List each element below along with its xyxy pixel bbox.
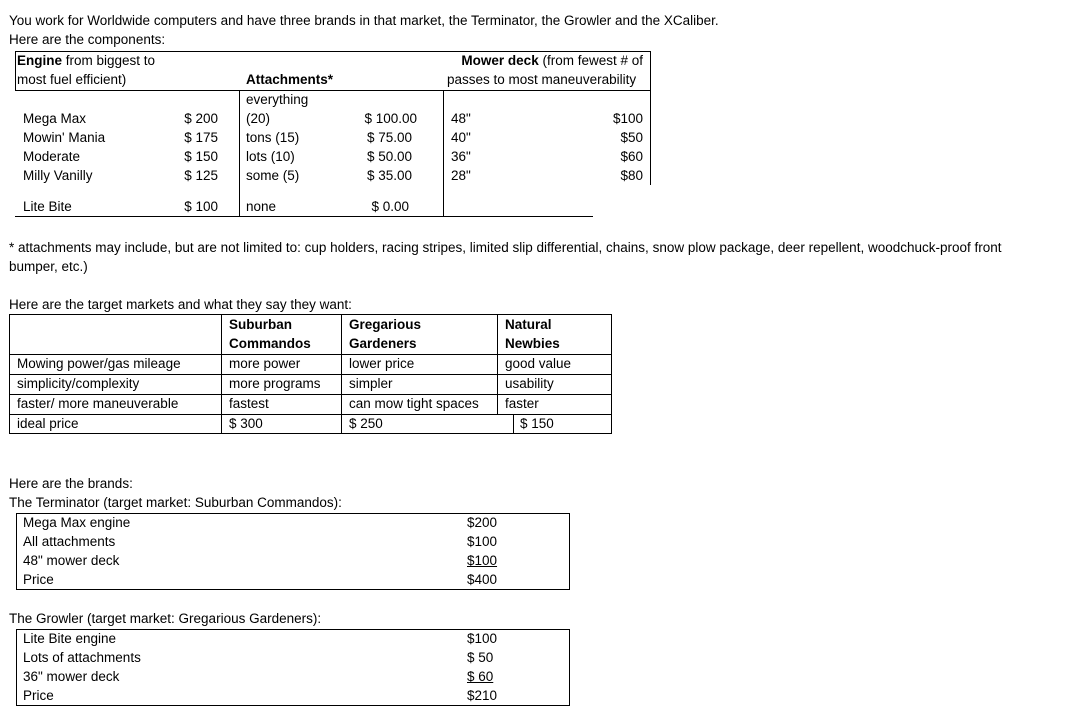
deck-size: 28" xyxy=(451,168,471,183)
market-cell-gregarious: lower price xyxy=(349,356,415,371)
market-cell-natural: usability xyxy=(505,376,554,391)
terminator-title: The Terminator (target market: Suburban Commandos): xyxy=(9,495,342,510)
attachment-price: $ 35.00 xyxy=(366,168,412,183)
attachment-name: tons (15) xyxy=(246,130,300,145)
engine-header-line-2: most fuel efficient) xyxy=(17,72,127,87)
footnote-line-1: * attachments may include, but are not limited to: cup holders, racing stripes, limited slip differential, chains, snow plow package, deer repellent, woodchuck-proof front xyxy=(9,240,1002,255)
components-left-border xyxy=(15,51,16,91)
engine-name: Lite Bite xyxy=(23,199,72,214)
market-cell-gregarious: can mow tight spaces xyxy=(349,396,479,411)
market-header-gregarious-2: Gardeners xyxy=(349,336,417,351)
components-divider-2 xyxy=(443,90,444,216)
deck-header-rest: (from fewest # of xyxy=(538,53,643,68)
market-row-label: Mowing power/gas mileage xyxy=(17,356,181,371)
attachment-price: $ 50.00 xyxy=(366,149,412,164)
engine-price: $ 200 xyxy=(184,111,218,126)
attachments-first-line: everything xyxy=(246,92,309,107)
brand-item-label: Price xyxy=(23,572,54,587)
markets-row-divider xyxy=(9,394,612,395)
components-divider-1 xyxy=(239,90,240,216)
market-cell-gregarious: $ 250 xyxy=(349,416,383,431)
attachment-name: some (5) xyxy=(246,168,300,183)
deck-size: 40" xyxy=(451,130,471,145)
brand-item-price: $ 60 xyxy=(467,669,494,684)
engine-price: $ 125 xyxy=(184,168,218,183)
brand-item-label: All attachments xyxy=(23,534,116,549)
components-header-divider xyxy=(15,90,651,91)
brand-item-label: Lite Bite engine xyxy=(23,631,117,646)
growler-title: The Growler (target market: Gregarious Gardeners): xyxy=(9,611,322,626)
market-cell-suburban: $ 300 xyxy=(229,416,263,431)
brand-item-price: $100 xyxy=(467,553,498,568)
deck-header-bold: Mower deck xyxy=(461,53,539,68)
brand-item-label: Mega Max engine xyxy=(23,515,131,530)
markets-divider-price xyxy=(513,414,514,434)
brand-item-price: $210 xyxy=(467,688,498,703)
brand-item-label: 36" mower deck xyxy=(23,669,120,684)
brand-item-label: Price xyxy=(23,688,54,703)
market-header-suburban-2: Commandos xyxy=(229,336,311,351)
deck-header-line-2: passes to most maneuverability xyxy=(447,72,637,87)
market-cell-natural: $ 150 xyxy=(520,416,554,431)
attachment-name: lots (10) xyxy=(246,149,295,164)
components-right-border xyxy=(650,51,651,185)
attachment-name: none xyxy=(246,199,277,214)
deck-price: $50 xyxy=(620,130,643,145)
market-header-gregarious: Gregarious xyxy=(349,317,422,332)
brand-item-price: $100 xyxy=(467,631,498,646)
brand-item-price: $400 xyxy=(467,572,498,587)
deck-size: 36" xyxy=(451,149,471,164)
market-cell-suburban: more programs xyxy=(229,376,321,391)
brand-item-price: $200 xyxy=(467,515,498,530)
engine-name: Milly Vanilly xyxy=(23,168,93,183)
market-header-natural-2: Newbies xyxy=(505,336,560,351)
market-cell-gregarious: simpler xyxy=(349,376,393,391)
markets-row-divider xyxy=(9,374,612,375)
engine-header-rest: from biggest to xyxy=(62,53,156,68)
engine-header xyxy=(17,53,155,69)
market-row-label: ideal price xyxy=(17,416,79,431)
market-cell-suburban: fastest xyxy=(229,396,269,411)
attachment-price: $ 100.00 xyxy=(364,111,417,126)
brand-item-price: $100 xyxy=(467,534,498,549)
components-top-border xyxy=(15,51,651,52)
attachments-header: Attachments* xyxy=(246,72,334,87)
deck-price: $100 xyxy=(612,111,643,126)
attachment-name: (20) xyxy=(246,111,271,126)
brand-item-label: 48" mower deck xyxy=(23,553,120,568)
markets-row-divider xyxy=(9,414,612,415)
engine-price: $ 175 xyxy=(184,130,218,145)
market-cell-suburban: more power xyxy=(229,356,301,371)
brands-intro: Here are the brands: xyxy=(9,476,133,491)
engine-name: Mowin' Mania xyxy=(23,130,106,145)
market-cell-natural: good value xyxy=(505,356,572,371)
intro-line-1: You work for Worldwide computers and have three brands in that market, the Terminator, the Growler and the XCaliber. xyxy=(9,13,719,28)
market-cell-natural: faster xyxy=(505,396,539,411)
components-bottom-border xyxy=(15,216,593,217)
markets-divider-3 xyxy=(497,314,498,414)
brand-item-label: Lots of attachments xyxy=(23,650,141,665)
brand-item-price: $ 50 xyxy=(467,650,494,665)
deck-price: $60 xyxy=(620,149,643,164)
market-row-label: faster/ more maneuverable xyxy=(17,396,179,411)
engine-header-bold: Engine xyxy=(17,53,63,68)
markets-header-divider xyxy=(9,354,612,355)
engine-price: $ 100 xyxy=(184,199,218,214)
markets-intro: Here are the target markets and what they say they want: xyxy=(9,297,352,312)
footnote-line-2: bumper, etc.) xyxy=(9,259,88,274)
market-row-label: simplicity/complexity xyxy=(17,376,140,391)
attachment-price: $ 0.00 xyxy=(371,199,409,214)
deck-header xyxy=(453,53,643,69)
intro-line-2: Here are the components: xyxy=(9,32,166,47)
attachment-price: $ 75.00 xyxy=(366,130,412,145)
engine-name: Mega Max xyxy=(23,111,87,126)
market-header-suburban: Suburban xyxy=(229,317,292,332)
market-header-natural: Natural xyxy=(505,317,552,332)
engine-price: $ 150 xyxy=(184,149,218,164)
deck-size: 48" xyxy=(451,111,471,126)
deck-price: $80 xyxy=(620,168,643,183)
engine-name: Moderate xyxy=(23,149,81,164)
